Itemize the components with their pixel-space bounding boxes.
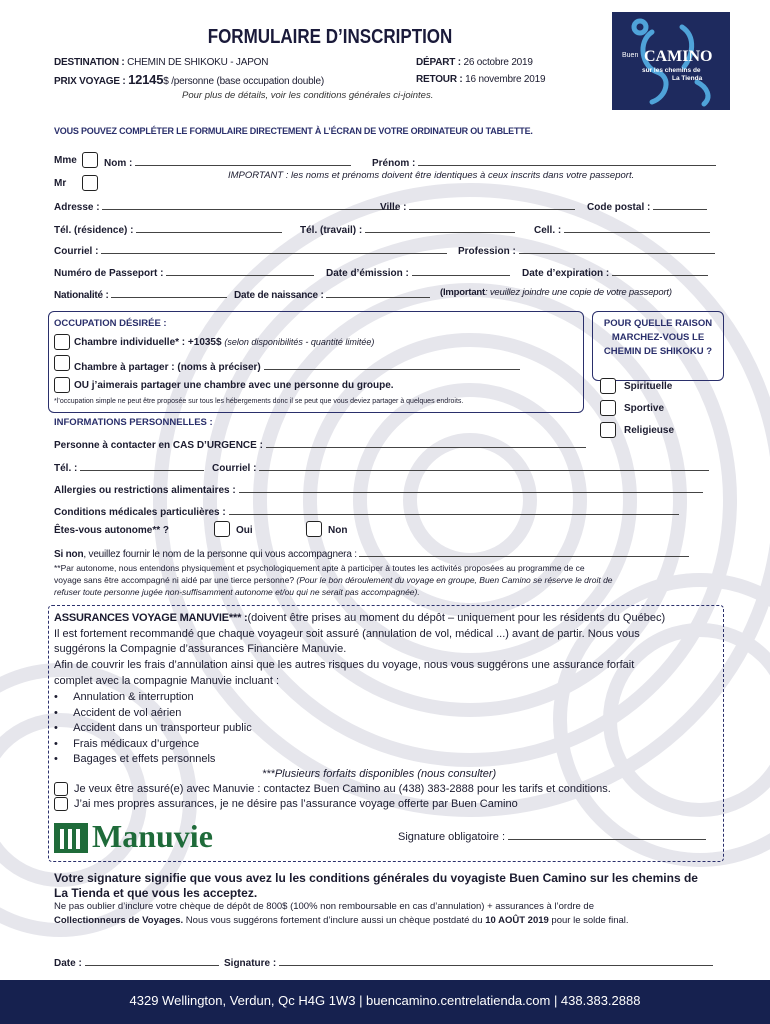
destination-label: DESTINATION : xyxy=(54,57,125,68)
signature-obligatoire-field[interactable] xyxy=(398,829,706,843)
mr-label: Mr xyxy=(54,178,67,189)
ville-input[interactable] xyxy=(409,199,575,210)
autonome-note-2-text: voyage sans être accompagné ni aidé par une tierce personne? xyxy=(54,575,295,585)
assurance-p1: Il est fortement recommandé que chaque voyageur soit assuré (annulation de vol, médical ...) avant de partir. Nous vous xyxy=(54,628,640,640)
mme-label: Mme xyxy=(54,155,77,166)
signature-label: Signature : xyxy=(224,958,277,969)
cell-label: Cell. : xyxy=(534,225,562,236)
si-non-label: , veuillez fournir le nom de la personne qui vous accompagnera : xyxy=(83,549,357,560)
si-non-bold: Si non xyxy=(54,549,84,560)
date-input[interactable] xyxy=(85,955,219,966)
tel-residence-field[interactable] xyxy=(54,222,282,236)
mme-checkbox[interactable] xyxy=(82,152,98,168)
prenom-field[interactable] xyxy=(372,155,716,169)
assure-manuvie-label: Je veux être assuré(e) avec Manuvie : contactez Buen Camino au (438) 383-2888 pour les tarifs et conditions. xyxy=(74,783,611,795)
autonome-label: Êtes-vous autonome** ? xyxy=(54,525,170,536)
code-postal-label: Code postal : xyxy=(587,202,651,213)
passport-note-text: : veuillez joindre une copie de votre passeport) xyxy=(484,287,672,298)
prix-label: PRIX VOYAGE : xyxy=(54,76,126,87)
logo-brand: CAMINO xyxy=(644,48,713,65)
date-emission-field[interactable] xyxy=(326,265,510,279)
propres-assurances-label: J’ai mes propres assurances, je ne désire pas l’assurance voyage offerte par Buen Camino xyxy=(74,798,518,810)
conditions-bold-1: Votre signature signifie que vous avez lu les conditions générales du voyagiste Buen Camino sur les chemins de xyxy=(54,871,698,885)
marche-heading: POUR QUELLE RAISON MARCHEZ-VOUS LE CHEMIN DE SHIKOKU ? xyxy=(603,318,713,357)
depart-line xyxy=(416,57,533,68)
bullet-item: • Accident de vol aérien xyxy=(54,706,182,719)
assure-manuvie-checkbox[interactable] xyxy=(54,782,68,796)
autonome-note-1: **Par autonome, nous entendons physiquement et psychologiquement apte à participer à toutes les activités proposées au programme de ce xyxy=(54,563,585,573)
chambre-partager-checkbox[interactable] xyxy=(54,355,70,371)
urgence-label: Personne à contacter en CAS D’URGENCE : xyxy=(54,440,263,451)
date-expiration-input[interactable] xyxy=(612,265,708,276)
retour-label: RETOUR : xyxy=(416,74,463,85)
profession-field[interactable] xyxy=(458,243,715,257)
religieuse-label: Religieuse xyxy=(624,425,675,436)
manuvie-logo-icon xyxy=(54,823,88,853)
spirituelle-checkbox[interactable] xyxy=(600,378,616,394)
prenom-input[interactable] xyxy=(418,155,716,166)
conditions-p2 xyxy=(54,915,629,926)
bullet-item: • Frais médicaux d’urgence xyxy=(54,737,200,750)
signature-obligatoire-label: Signature obligatoire : xyxy=(398,831,506,843)
depart-value: 26 octobre 2019 xyxy=(463,57,533,68)
adresse-input[interactable] xyxy=(102,199,398,210)
retour-value: 16 novembre 2019 xyxy=(465,74,546,85)
collectionneurs-label: Collectionneurs de Voyages. xyxy=(54,915,184,926)
chambre-individuelle-note: (selon disponibilités - quantité limitée) xyxy=(224,337,375,347)
courriel-field[interactable] xyxy=(54,243,447,257)
tel-urgence-label: Tél. : xyxy=(54,463,78,474)
date-emission-label: Date d’émission : xyxy=(326,268,409,279)
courriel-urgence-label: Courriel : xyxy=(212,463,257,474)
nom-label: Nom : xyxy=(104,158,133,169)
assurance-heading xyxy=(54,612,665,624)
code-postal-field[interactable] xyxy=(587,199,707,213)
nationalite-field[interactable] xyxy=(54,287,227,301)
chambre-partager-option xyxy=(74,359,520,373)
bullet-item: • Annulation & interruption xyxy=(54,691,194,703)
accompagnateur-input[interactable] xyxy=(359,546,689,557)
passport-note-bold: (Important xyxy=(440,287,485,298)
autonome-non-checkbox[interactable] xyxy=(306,521,322,537)
allergies-field[interactable] xyxy=(54,482,703,496)
nationalite-input[interactable] xyxy=(111,287,227,298)
manuvie-brand: Manuvie xyxy=(92,818,213,854)
profession-label: Profession : xyxy=(458,246,516,257)
conditions-p1: Ne pas oublier d’inclure votre chèque de dépôt de 800$ (100% non remboursable en cas d’annulation) + assurances à l’ordre de xyxy=(54,901,595,912)
nom-field[interactable] xyxy=(104,155,351,169)
urgence-input[interactable] xyxy=(266,437,586,448)
conditions-medicales-label: Conditions médicales particulières : xyxy=(54,507,226,518)
nom-input[interactable] xyxy=(135,155,351,166)
chambre-individuelle-label: Chambre individuelle* : +1035$ xyxy=(74,337,222,348)
tel-urgence-field[interactable] xyxy=(54,460,204,474)
prenom-label: Prénom : xyxy=(372,158,416,169)
date-label: Date : xyxy=(54,958,82,969)
page-title: FORMULAIRE D’INSCRIPTION xyxy=(207,26,453,48)
tel-residence-label: Tél. (résidence) : xyxy=(54,225,134,236)
occupation-heading: OCCUPATION DÉSIRÉE : xyxy=(54,318,167,329)
courriel-label: Courriel : xyxy=(54,246,99,257)
profession-input[interactable] xyxy=(519,243,715,254)
signature-field[interactable] xyxy=(224,955,713,969)
nationalite-label: Nationalité : xyxy=(54,290,109,301)
religieuse-checkbox[interactable] xyxy=(600,422,616,438)
passeport-label: Numéro de Passeport : xyxy=(54,268,164,279)
cell-input[interactable] xyxy=(564,222,710,233)
footer-bar xyxy=(0,980,770,1024)
tel-travail-input[interactable] xyxy=(365,222,515,233)
conditions-medicales-field[interactable] xyxy=(54,504,679,518)
chambre-individuelle-option xyxy=(74,337,374,348)
conditions-bold-2: La Tienda et que vous les acceptez. xyxy=(54,886,258,900)
signature-obligatoire-input[interactable] xyxy=(508,829,706,840)
conditions-p2-end: pour le solde final. xyxy=(548,915,629,926)
assurance-heading-bold: ASSURANCES VOYAGE MANUVIE*** : xyxy=(54,612,248,624)
allergies-input[interactable] xyxy=(239,482,703,493)
tel-travail-field[interactable] xyxy=(300,222,515,236)
courriel-urgence-field[interactable] xyxy=(212,460,709,474)
passeport-field[interactable] xyxy=(54,265,314,279)
prix-suffix: $ /personne (base occupation double) xyxy=(163,76,324,87)
adresse-label: Adresse : xyxy=(54,202,100,213)
date-emission-input[interactable] xyxy=(412,265,510,276)
prix-value: 12145 xyxy=(128,72,164,87)
autonome-non-label: Non xyxy=(328,525,348,536)
allergies-label: Allergies ou restrictions alimentaires : xyxy=(54,485,236,496)
spirituelle-label: Spirituelle xyxy=(624,381,673,392)
courriel-input[interactable] xyxy=(101,243,447,254)
bullet-item: • Bagages et effets personnels xyxy=(54,753,216,765)
ville-field[interactable] xyxy=(380,199,575,213)
date-naissance-label: Date de naissance : xyxy=(234,290,324,301)
autonome-oui-checkbox[interactable] xyxy=(214,521,230,537)
destination-value: CHEMIN DE SHIKOKU - JAPON xyxy=(127,57,269,68)
partager-groupe-label: OU j’aimerais partager une chambre avec une personne du groupe. xyxy=(74,380,394,391)
assurance-p4: complet avec la compagnie Manuvie incluant : xyxy=(54,675,280,687)
ville-label: Ville : xyxy=(380,202,407,213)
personnel-heading: INFORMATIONS PERSONNELLES : xyxy=(54,417,213,428)
forfaits-note: ***Plusieurs forfaits disponibles (nous consulter) xyxy=(262,768,497,780)
date-naissance-input[interactable] xyxy=(326,287,430,298)
intro-text: VOUS POUVEZ COMPLÉTER LE FORMULAIRE DIRECTEMENT À L’ÉCRAN DE VOTRE ORDINATEUR OU TABLETTE. xyxy=(54,126,533,136)
depart-label: DÉPART : xyxy=(416,57,461,68)
passeport-input[interactable] xyxy=(166,265,314,276)
passport-note xyxy=(440,287,672,298)
details-note: Pour plus de détails, voir les conditions générales ci-jointes. xyxy=(182,90,434,101)
date-expiration-field[interactable] xyxy=(522,265,708,279)
urgence-field[interactable] xyxy=(54,437,586,451)
chambre-partager-input[interactable] xyxy=(264,359,520,370)
tel-residence-input[interactable] xyxy=(136,222,282,233)
tel-urgence-input[interactable] xyxy=(80,460,204,471)
destination-line xyxy=(54,57,268,68)
sportive-checkbox[interactable] xyxy=(600,400,616,416)
conditions-p2-text: Nous vous suggérons fortement d’inclure aussi un chèque postdaté du xyxy=(183,915,486,926)
chambre-partager-label: Chambre à partager : (noms à préciser) xyxy=(74,362,261,373)
date-naissance-field[interactable] xyxy=(234,287,430,301)
autonome-note-2-ital: (Pour le bon déroulement du voyage en groupe, Buen Camino se réserve le droit de xyxy=(294,575,613,585)
buen-camino-logo xyxy=(612,12,730,110)
sportive-label: Sportive xyxy=(624,403,665,414)
propres-assurances-checkbox[interactable] xyxy=(54,797,68,811)
adresse-field[interactable] xyxy=(54,199,398,213)
assurance-p2: suggérons la Compagnie d’assurances Financière Manuvie. xyxy=(54,643,347,655)
occupation-footnote: *l’occupation simple ne peut être proposée sur tous les hébergements donc il se peut que vous deviez partager à quelques endroits. xyxy=(54,398,464,405)
prix-line xyxy=(54,72,324,87)
assurance-p3: Afin de couvrir les frais d’annulation ainsi que les autres risques du voyage, nous vous suggérons une assurance forfait xyxy=(54,659,635,671)
solde-date: 10 AOÛT 2019 xyxy=(485,915,549,926)
si-non-field[interactable] xyxy=(54,546,689,560)
bullet-item: • Accident dans un transporteur public xyxy=(54,722,252,734)
logo-tagline-2: La Tienda xyxy=(672,75,703,82)
conditions-medicales-input[interactable] xyxy=(229,504,679,515)
retour-line xyxy=(416,74,545,85)
partager-groupe-checkbox[interactable] xyxy=(54,377,70,393)
autonome-note-3: refuser toute personne jugée non-suffisamment autonome et/ou qui ne serait pas accompagnée). xyxy=(54,587,420,597)
code-postal-input[interactable] xyxy=(653,199,707,210)
chambre-individuelle-checkbox[interactable] xyxy=(54,334,70,350)
courriel-urgence-input[interactable] xyxy=(259,460,709,471)
cell-field[interactable] xyxy=(534,222,710,236)
important-note: IMPORTANT : les noms et prénoms doivent être identiques à ceux inscrits dans votre passeport. xyxy=(228,170,635,181)
date-expiration-label: Date d’expiration : xyxy=(522,268,610,279)
assurance-bullets xyxy=(54,690,252,768)
logo-tagline-1: sur les chemins de xyxy=(642,67,701,74)
mr-checkbox[interactable] xyxy=(82,175,98,191)
footer-contact: 4329 Wellington, Verdun, Qc H4G 1W3 | buencamino.centrelatienda.com | 438.383.2888 xyxy=(129,993,641,1008)
autonome-note-2 xyxy=(54,575,613,585)
signature-input[interactable] xyxy=(279,955,713,966)
tel-travail-label: Tél. (travail) : xyxy=(300,225,363,236)
logo-brand-small: Buen xyxy=(622,52,639,59)
autonome-oui-label: Oui xyxy=(236,525,253,536)
date-field[interactable] xyxy=(54,955,219,969)
assurance-heading-rest: (doivent être prises au moment du dépôt – uniquement pour les résidents du Québec) xyxy=(247,612,666,624)
